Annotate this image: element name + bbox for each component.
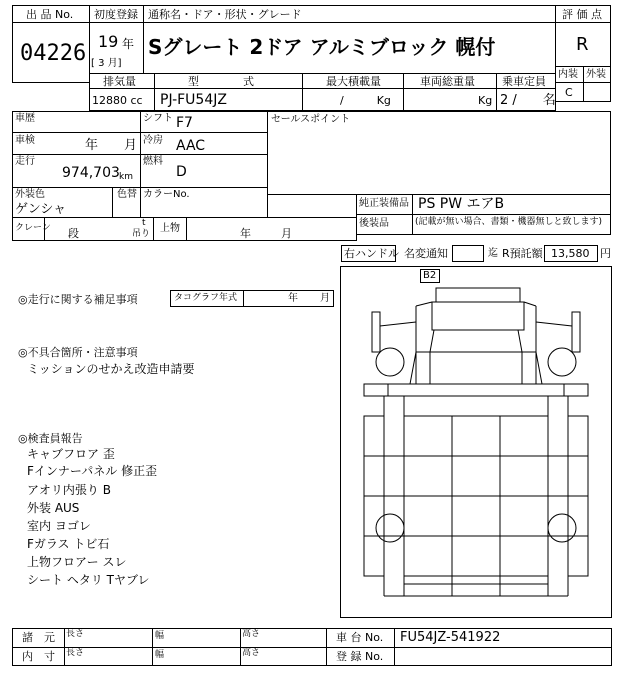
displacement-label: 排気量 [103, 75, 136, 88]
sales-point-label: セールスポイント [271, 114, 351, 125]
deposit-value: 13,580 [551, 247, 590, 260]
crane-label: クレーン [15, 223, 51, 233]
cab-roof [436, 288, 520, 302]
name-change-label: 名変通知 [404, 247, 448, 260]
model-value: PJ-FU54JZ [160, 92, 227, 108]
history-label: 車歴 [15, 113, 35, 124]
grade-value: Sグレート 2ドア アルミブロック 幌付 [148, 35, 496, 59]
aftermarket-label: 後装品 [359, 218, 389, 229]
fuel-value: D [176, 164, 187, 180]
model-label: 型 式 [188, 75, 254, 88]
cab-right-door [522, 352, 542, 384]
equipment-label: 純正装備品 [359, 198, 409, 209]
gvw-label: 車両総重量 [420, 75, 475, 88]
tachograph-year: 年 [288, 293, 298, 304]
inspector-item: Fガラス トビ石 [27, 537, 110, 551]
first-reg-month: [ 3 月] [91, 58, 122, 69]
dims-label: 諸 元 [22, 631, 55, 644]
first-reg-year-unit: 年 [122, 37, 135, 51]
cab-roof-panel [432, 302, 524, 330]
front-left-wheel [376, 348, 404, 376]
interior-length-label: 長さ [66, 648, 85, 658]
mileage-value: 974,703 [62, 165, 120, 181]
left-mirror [372, 312, 380, 352]
capacity-label: 乗車定員 [502, 75, 546, 88]
inspection-value: 年 月 [85, 138, 138, 153]
lot-no-value: 04226 [20, 41, 87, 66]
b2-label: B2 [423, 270, 437, 281]
exterior-color-value: ゲンシャ [15, 202, 67, 217]
dims-height-label: 高さ [242, 629, 261, 639]
equipment-value: PS PW エアB [418, 196, 505, 212]
lot-no-label: 出 品 No. [26, 8, 74, 21]
inspector-item: シート ヘタリ Tヤブレ [27, 573, 150, 587]
first-reg-label: 初度登録 [94, 8, 138, 21]
crane-ton-label: t [142, 218, 146, 228]
upper-label: 上物 [160, 223, 180, 234]
interior-dims-label: 内 寸 [22, 650, 55, 663]
crane-hoist-label: 吊り [132, 229, 151, 239]
inspector-item: アオリ内張り B [27, 483, 111, 497]
tachograph-month: 月 [320, 293, 330, 304]
color-no-label: カラーNo. [143, 189, 190, 200]
inspector-item: 外装 AUS [27, 501, 80, 515]
color-change-label: 色替 [117, 189, 137, 200]
shift-label: シフト [143, 113, 173, 124]
deposit-yen: 円 [600, 247, 611, 260]
front-bumper [364, 384, 588, 396]
exterior-color-label: 外装色 [15, 189, 45, 200]
front-right-wheel [548, 348, 576, 376]
truck-diagram [340, 266, 612, 618]
interior-height-label: 高さ [242, 648, 261, 658]
deposit-until-mark: 迄 [488, 248, 498, 259]
defects-item: ミッションのせかえ改造申請要 [27, 362, 195, 376]
rear-left-wheel [376, 514, 404, 542]
upper-year-label: 年 [240, 227, 251, 240]
first-reg-year: 19 [98, 32, 119, 51]
windshield [430, 330, 522, 352]
ac-label: 冷房 [143, 135, 163, 146]
dims-length-label: 長さ [66, 629, 85, 639]
interior-rating-value: C [565, 86, 573, 99]
crane-row [12, 217, 357, 241]
chassis-label: 車 台 No. [336, 631, 384, 644]
ac-value: AAC [176, 138, 206, 154]
max-load-label: 最大積載量 [326, 75, 381, 88]
exterior-rating-label: 外装 [586, 69, 606, 80]
inspection-label: 車検 [15, 135, 35, 146]
deposit-label: R預託額 [502, 247, 543, 260]
rating-value: R [576, 34, 589, 55]
tachograph-label: タコグラフ年式 [174, 293, 238, 303]
rear-right-wheel [548, 514, 576, 542]
capacity-value: 2 / 名 [500, 93, 556, 108]
inspector-item: 室内 ヨゴレ [27, 519, 91, 533]
mileage-label: 走行 [15, 156, 35, 167]
shift-value: F7 [176, 115, 193, 131]
max-load-value: / Kg [340, 94, 391, 107]
upper-month-label: 月 [281, 227, 292, 240]
interior-rating-label: 内装 [558, 69, 578, 80]
mileage-unit: km [119, 172, 133, 182]
aftermarket-note: (記載が無い場合、書類・機器無しと致します) [415, 217, 603, 227]
registration-label: 登 録 No. [336, 650, 384, 663]
inspector-label: ◎検査員報告 [18, 432, 83, 445]
crane-stage-label: 段 [68, 227, 79, 240]
inspector-item: Fインナーパネル 修正歪 [27, 464, 158, 478]
right-mirror [572, 312, 580, 352]
chassis-value: FU54JZ-541922 [400, 630, 501, 645]
displacement-value: 12880 cc [92, 94, 143, 107]
defects-label: ◎不具合箇所・注意事項 [18, 346, 138, 359]
inspector-item: 上物フロアー スレ [27, 555, 127, 569]
name-change-box [452, 245, 484, 262]
grade-label: 通称名・ドア・形状・グレード [148, 8, 302, 21]
handle-value: 右ハンドル [344, 247, 399, 260]
cab-left-door [410, 352, 430, 384]
fuel-label: 燃料 [143, 156, 163, 167]
interior-width-label: 幅 [155, 650, 165, 660]
dims-width-label: 幅 [155, 631, 165, 641]
running-notes-label: ◎走行に関する補足事項 [18, 293, 138, 306]
gvw-value: Kg [478, 94, 493, 107]
inspector-item: キャブフロア 歪 [27, 447, 115, 461]
rating-label: 評 価 点 [562, 8, 602, 21]
